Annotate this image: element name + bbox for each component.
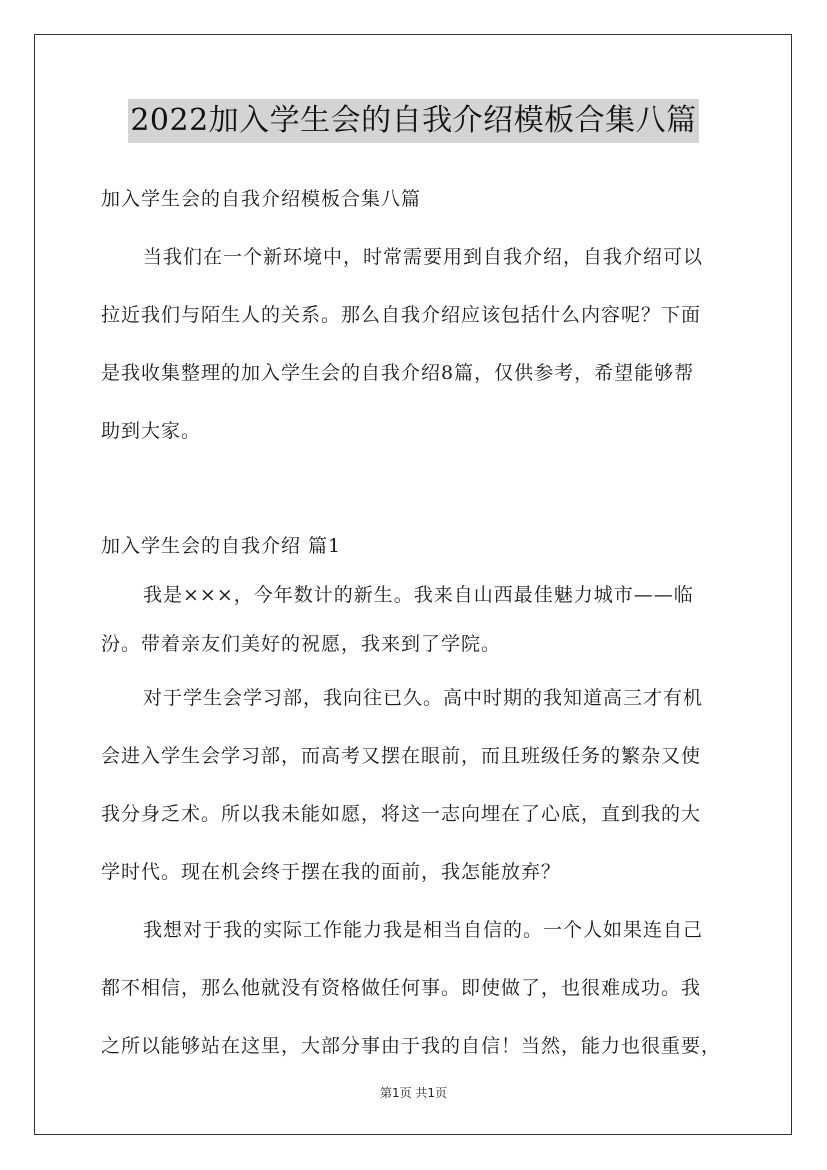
document-title: 2022加入学生会的自我介绍模板合集八篇 bbox=[128, 99, 698, 143]
paragraph2-line: 会进入学生会学习部，而高考又摆在眼前，而且班级任务的繁杂又使 bbox=[101, 745, 702, 767]
paragraph3-line: 之所以能够站在这里，大部分事由于我的自信！当然，能力也很重要， bbox=[101, 1035, 722, 1057]
intro-line: 当我们在一个新环境中，时常需要用到自我介绍，自我介绍可以 bbox=[143, 246, 704, 268]
intro-line: 是我收集整理的加入学生会的自我介绍8篇，仅供参考，希望能够帮 bbox=[101, 362, 695, 384]
section-spacer bbox=[101, 460, 741, 522]
document-body bbox=[101, 170, 741, 1075]
paragraph3-line: 我想对于我的实际工作能力我是相当自信的。一个人如果连自己 bbox=[143, 919, 704, 941]
paragraph1-line: 我是×××，今年数计的新生。我来自山西最佳魅力城市——临 bbox=[143, 584, 694, 606]
intro-line: 拉近我们与陌生人的关系。那么自我介绍应该包括什么内容呢？下面 bbox=[101, 304, 702, 326]
page-footer: 第1页 共1页 bbox=[379, 1086, 448, 1100]
paragraph3-line: 都不相信，那么他就没有资格做任何事。即使做了，也很难成功。我 bbox=[101, 977, 702, 999]
paragraph2-line: 我分身乏术。所以我未能如愿，将这一志向埋在了心底，直到我的大 bbox=[101, 803, 702, 825]
paragraph2-line: 对于学生会学习部，我向往已久。高中时期的我知道高三才有机 bbox=[143, 687, 704, 709]
paragraph2-line: 学时代。现在机会终于摆在我的面前，我怎能放弃？ bbox=[101, 861, 562, 883]
title-container bbox=[0, 99, 827, 143]
intro-line: 助到大家。 bbox=[101, 420, 202, 442]
section-heading: 加入学生会的自我介绍 篇1 bbox=[101, 535, 342, 557]
paragraph1-line: 汾。带着亲友们美好的祝愿，我来到了学院。 bbox=[101, 633, 502, 655]
subtitle: 加入学生会的自我介绍模板合集八篇 bbox=[101, 188, 422, 210]
